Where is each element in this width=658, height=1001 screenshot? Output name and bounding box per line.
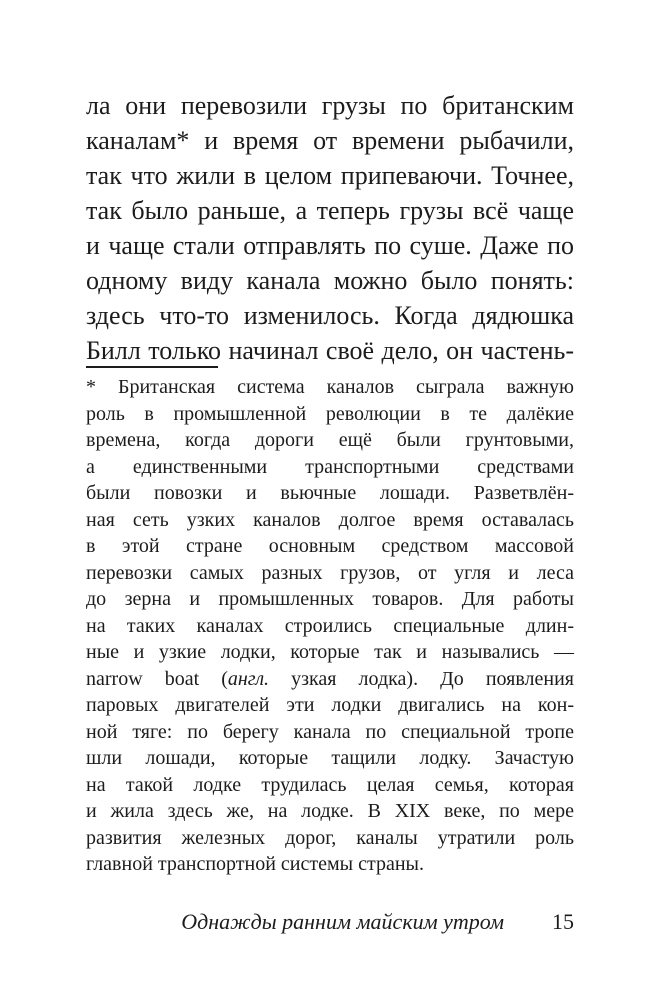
footnote-text-segment: узкая лодка). До появления xyxy=(269,667,575,690)
main-text-block xyxy=(86,88,574,368)
main-text-line: одному виду канала можно было понять: xyxy=(86,266,574,295)
main-text-line: так что жили в целом припеваючи. Точнее, xyxy=(86,161,574,190)
page-footer xyxy=(86,905,574,939)
footnote-line: роль в промышленной революции в те далёкие xyxy=(86,402,574,425)
main-text-line: каналам* и время от времени рыбачили, xyxy=(86,126,574,155)
footnote-text-segment: narrow boat ( xyxy=(86,667,228,690)
footnote-line: ной тяге: по берегу канала по специальной тропе xyxy=(86,720,574,743)
page-number: 15 xyxy=(552,909,574,934)
main-text-line: Билл только начинал своё дело, он частень- xyxy=(86,336,574,365)
footnote-line: перевозки самых разных грузов, от угля и леса xyxy=(86,561,574,584)
footnote-line: ная сеть узких каналов долгое время оставалась xyxy=(86,508,574,531)
footnote-line: развития железных дорог, каналы утратили роль xyxy=(86,826,574,849)
main-text-line: так было раньше, а теперь грузы всё чаще xyxy=(86,196,574,225)
footnote-line: а единственными транспортными средствами xyxy=(86,455,574,478)
footnote-line: были повозки и вьючные лошади. Разветвлён- xyxy=(86,482,574,504)
footnote-line-mixed xyxy=(86,666,574,693)
footnote-line: на таких каналах строились специальные длин- xyxy=(86,614,574,637)
footnote-line: до зерна и промышленных товаров. Для работы xyxy=(86,588,574,610)
footnote-line: * Британская система каналов сыграла важную xyxy=(86,376,574,398)
footnote-line: паровых двигателей эти лодки двигались на кон- xyxy=(86,694,574,716)
main-text-line: здесь что-то изменилось. Когда дядюшка xyxy=(86,301,574,330)
footnote-line: и жила здесь же, на лодке. В XIX веке, по мере xyxy=(86,800,574,822)
footnote-line: времена, когда дороги ещё были грунтовыми, xyxy=(86,429,574,451)
footnote-line: на такой лодке трудилась целая семья, которая xyxy=(86,773,574,796)
footnote-line: главной транспортной системы страны. xyxy=(86,853,424,875)
footnote-line: ные и узкие лодки, которые так и назывались — xyxy=(86,641,574,663)
running-title: Однажды ранним майским утром xyxy=(181,909,504,934)
footnote-line: в этой стране основным средством массовой xyxy=(86,535,574,557)
footnote-divider xyxy=(86,366,218,368)
footnote-block xyxy=(86,374,574,878)
footnote-line: шли лошади, которые тащили лодку. Зачастую xyxy=(86,747,574,769)
footnote-abbreviation: англ. xyxy=(227,667,270,690)
main-text-line: и чаще стали отправлять по суше. Даже по xyxy=(86,231,574,260)
main-text-line: ла они перевозили грузы по британским xyxy=(86,91,574,120)
